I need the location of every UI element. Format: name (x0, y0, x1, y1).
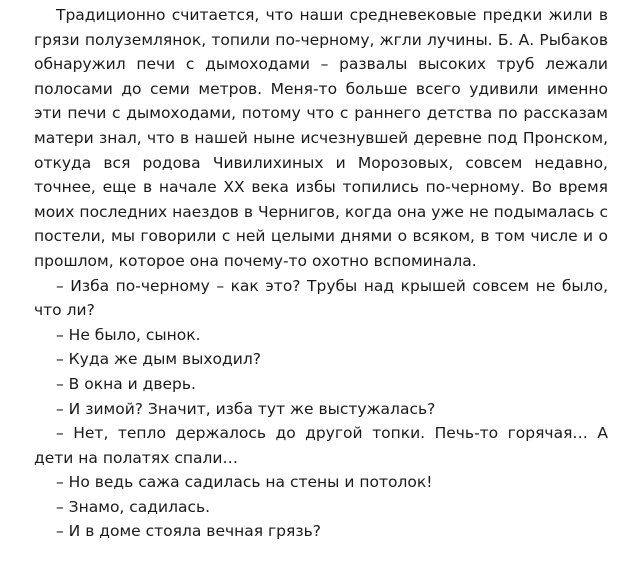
dialog-line-6: – Нет, тепло держалось до другой топки. Печь-то горячая… А дети на полатях спали… (34, 424, 608, 467)
dialog-line-4: – В окна и дверь. (56, 374, 196, 393)
dialog-line-8: – Знамо, садилась. (56, 497, 211, 516)
dialog-line-3: – Куда же дым выходил? (56, 350, 261, 369)
dialog-line-5: – И зимой? Значит, изба тут же выстужалась? (56, 399, 436, 418)
dialog-line-2: – Не было, сынок. (56, 325, 201, 344)
dialog-line-9: – И в доме стояла вечная грязь? (56, 522, 321, 541)
dialog-line-7: – Но ведь сажа садилась на стены и потолок! (56, 473, 433, 492)
dialog-line-1: – Изба по-черному – как это? Трубы над крышей совсем не было, что ли? (34, 276, 608, 320)
intro-paragraph: Традиционно считается, что наши средневековые предки жили в грязи полуземлянок, топили по-черному, жгли лучины. Б. А. Рыбаков обнаружил печи с дымоходами – развалы высоких труб лежали полосами до семи метров. Меня-то больше всего удивили именно эти печи с дымоходами, потому что с раннего детства по рассказам матери знал, что в нашей ныне исчезнувшей деревне под Пронском, откуда вся родова Чивилихиных и Морозовых, совсем недавно, точнее, еще в начале XX века избы топились по-черному. Во время моих последних наездов в Чернигов, когда она уже не подымалась с постели, мы говорили с ней целыми днями о всяком, в том числе и о прошлом, которое она почему-то охотно вспоминала. (34, 6, 608, 270)
